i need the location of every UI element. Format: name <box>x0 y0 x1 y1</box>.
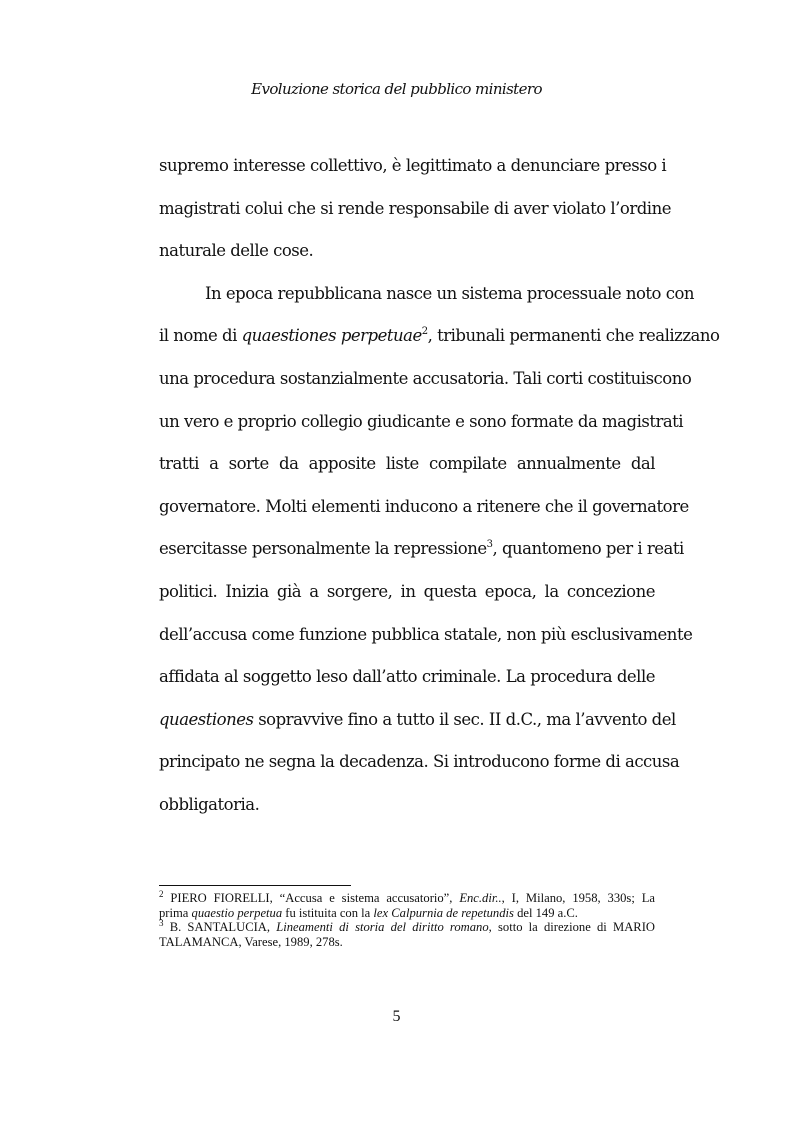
italic-term: Enc.dir.. <box>459 891 502 905</box>
footnote-3-line <box>159 920 655 935</box>
footnote-ref-3: 3 <box>486 539 493 551</box>
text-line: supremo interesse collettivo, è legittimato a denunciare presso i <box>159 156 667 175</box>
text-line: governatore. Molti elementi inducono a ritenere che il governatore <box>159 496 689 516</box>
page-number: 5 <box>392 1008 401 1025</box>
text-segment: , tribunali permanenti che realizzano <box>427 326 720 346</box>
footnote-3-line: TALAMANCA, Varese, 1989, 278s. <box>159 934 343 949</box>
text-line <box>159 699 676 742</box>
text-segment: prima <box>159 905 192 920</box>
footnote-ref-2: 2 <box>421 326 428 338</box>
running-header: Evoluzione storica del pubblico ministero <box>251 80 542 98</box>
text-segment: PIERO FIORELLI, “Accusa e sistema accusatorio”, <box>163 891 460 905</box>
footnote-separator <box>159 885 351 886</box>
text-line: principato ne segna la decadenza. Si introducono forme di accusa <box>159 752 680 772</box>
text-segment: esercitasse personalmente la repressione <box>159 539 487 559</box>
text-segment: fu istituita con la <box>282 905 374 920</box>
body-text <box>159 145 720 827</box>
text-line: naturale delle cose. <box>159 241 314 261</box>
italic-term: Lineamenti di storia del diritto romano <box>276 920 489 935</box>
footnote-2-line <box>159 906 655 921</box>
italic-term: quaestiones <box>159 709 254 729</box>
footnote-number: 2 <box>159 889 164 899</box>
text-line <box>159 315 720 358</box>
text-line: politici. Inizia già a sorgere, in questa epoca, la concezione <box>159 581 655 601</box>
footnote-2-line <box>159 891 655 906</box>
text-line: una procedura sostanzialmente accusatoria. Tali corti costituiscono <box>159 368 692 388</box>
text-line: tratti a sorte da apposite liste compilate annualmente dal <box>159 454 655 474</box>
text-line: magistrati colui che si rende responsabile di aver violato l’ordine <box>159 198 671 218</box>
text-segment: B. SANTALUCIA, <box>163 920 277 935</box>
text-line: In epoca repubblicana nasce un sistema processuale noto con <box>205 283 695 303</box>
text-segment: il nome di <box>159 326 242 346</box>
text-segment: , I, Milano, 1958, 330s; La <box>501 891 656 905</box>
text-line: affidata al soggetto leso dall’atto criminale. La procedura delle <box>159 667 655 687</box>
italic-term: quaestiones perpetuae <box>241 326 422 346</box>
text-line: obbligatoria. <box>159 794 260 814</box>
footnote-number: 3 <box>159 918 164 929</box>
italic-term: quaestio perpetua <box>191 905 283 920</box>
text-line: dell’accusa come funzione pubblica statale, non più esclusivamente <box>159 624 693 644</box>
text-segment: , quantomeno per i reati <box>492 539 684 559</box>
italic-term: lex Calpurnia de repetundis <box>373 905 514 920</box>
text-segment: del 149 a.C. <box>513 905 578 920</box>
text-segment: sopravvive fino a tutto il sec. II d.C., ma l’avvento del <box>253 709 676 729</box>
text-segment: , sotto la direzione di MARIO <box>488 920 655 935</box>
text-line: un vero e proprio collegio giudicante e sono formate da magistrati <box>159 411 684 431</box>
footnotes <box>159 891 655 949</box>
text-line <box>159 528 684 571</box>
